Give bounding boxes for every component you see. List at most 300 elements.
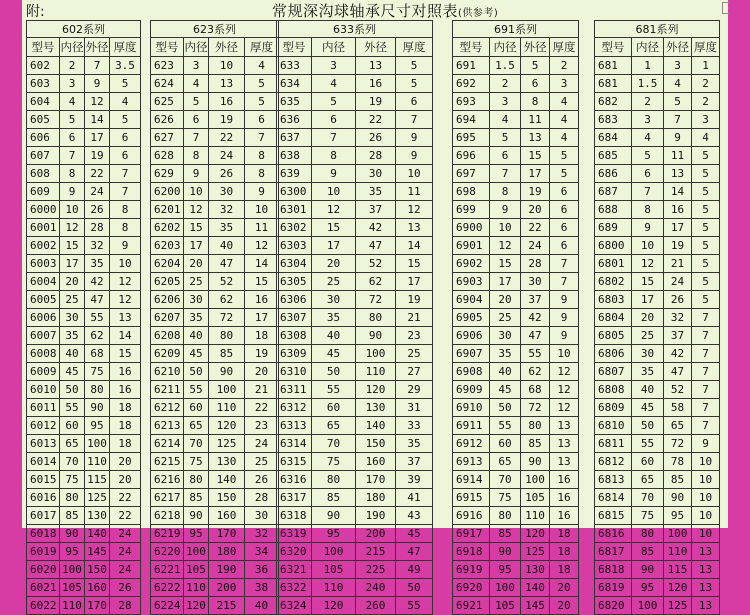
table-cell[interactable]: 6305 bbox=[277, 273, 312, 291]
table-cell[interactable]: 120 bbox=[312, 597, 356, 615]
table-cell[interactable]: 33 bbox=[396, 417, 433, 435]
table-cell[interactable]: 12 bbox=[110, 273, 141, 291]
table-cell[interactable]: 90 bbox=[664, 489, 692, 507]
table-cell[interactable]: 37 bbox=[521, 291, 550, 309]
table-cell[interactable]: 140 bbox=[356, 417, 396, 435]
table-cell[interactable]: 30 bbox=[184, 291, 209, 309]
table-cell[interactable]: 13 bbox=[356, 57, 396, 75]
table-cell[interactable]: 26 bbox=[209, 165, 245, 183]
table-cell[interactable]: 695 bbox=[453, 129, 490, 147]
table-cell[interactable]: 5 bbox=[692, 183, 720, 201]
table-cell[interactable]: 12 bbox=[632, 255, 664, 273]
table-cell[interactable]: 5 bbox=[550, 165, 579, 183]
table-cell[interactable]: 18 bbox=[110, 399, 141, 417]
table-cell[interactable]: 6006 bbox=[27, 309, 60, 327]
table-cell[interactable]: 80 bbox=[312, 471, 356, 489]
table-cell[interactable]: 12 bbox=[85, 93, 110, 111]
table-cell[interactable]: 6 bbox=[396, 93, 433, 111]
table-cell[interactable]: 22 bbox=[521, 219, 550, 237]
table-cell[interactable]: 6011 bbox=[27, 399, 60, 417]
table-cell[interactable]: 70 bbox=[312, 435, 356, 453]
table-cell[interactable]: 8 bbox=[521, 93, 550, 111]
table-cell[interactable]: 6220 bbox=[151, 543, 184, 561]
table-cell[interactable]: 5 bbox=[490, 129, 521, 147]
table-cell[interactable]: 6 bbox=[60, 129, 85, 147]
table-cell[interactable]: 1.5 bbox=[632, 75, 664, 93]
table-cell[interactable]: 623 bbox=[151, 57, 184, 75]
table-cell[interactable]: 15 bbox=[184, 219, 209, 237]
table-cell[interactable]: 130 bbox=[356, 399, 396, 417]
table-cell[interactable]: 68 bbox=[521, 381, 550, 399]
table-cell[interactable]: 15 bbox=[490, 255, 521, 273]
table-cell[interactable]: 140 bbox=[85, 525, 110, 543]
table-cell[interactable]: 6315 bbox=[277, 453, 312, 471]
table-cell[interactable]: 6316 bbox=[277, 471, 312, 489]
table-cell[interactable]: 45 bbox=[632, 399, 664, 417]
table-cell[interactable]: 6206 bbox=[151, 291, 184, 309]
table-cell[interactable]: 16 bbox=[664, 201, 692, 219]
table-cell[interactable]: 90 bbox=[209, 363, 245, 381]
table-cell[interactable]: 4 bbox=[312, 75, 356, 93]
table-cell[interactable]: 6317 bbox=[277, 489, 312, 507]
table-cell[interactable]: 23 bbox=[245, 417, 279, 435]
table-cell[interactable]: 100 bbox=[632, 597, 664, 615]
table-cell[interactable]: 4 bbox=[60, 93, 85, 111]
table-cell[interactable]: 3 bbox=[60, 75, 85, 93]
table-cell[interactable]: 6808 bbox=[595, 381, 632, 399]
table-cell[interactable]: 37 bbox=[664, 327, 692, 345]
table-cell[interactable]: 12 bbox=[550, 399, 579, 417]
table-cell[interactable]: 105 bbox=[60, 579, 85, 597]
table-cell[interactable]: 37 bbox=[356, 201, 396, 219]
table-cell[interactable]: 30 bbox=[632, 345, 664, 363]
table-cell[interactable]: 28 bbox=[110, 597, 141, 615]
table-cell[interactable]: 7 bbox=[85, 57, 110, 75]
table-cell[interactable]: 47 bbox=[396, 543, 433, 561]
table-cell[interactable]: 35 bbox=[490, 345, 521, 363]
table-cell[interactable]: 2 bbox=[550, 57, 579, 75]
table-cell[interactable]: 6215 bbox=[151, 453, 184, 471]
table-cell[interactable]: 24 bbox=[110, 561, 141, 579]
table-cell[interactable]: 72 bbox=[356, 291, 396, 309]
table-cell[interactable]: 625 bbox=[151, 93, 184, 111]
table-cell[interactable]: 10 bbox=[632, 237, 664, 255]
table-cell[interactable]: 5 bbox=[245, 93, 279, 111]
table-cell[interactable]: 4 bbox=[550, 93, 579, 111]
table-cell[interactable]: 6311 bbox=[277, 381, 312, 399]
table-cell[interactable]: 24 bbox=[85, 183, 110, 201]
table-cell[interactable]: 16 bbox=[550, 507, 579, 525]
table-cell[interactable]: 6200 bbox=[151, 183, 184, 201]
table-cell[interactable]: 6918 bbox=[453, 543, 490, 561]
table-cell[interactable]: 20 bbox=[490, 291, 521, 309]
table-cell[interactable]: 85 bbox=[632, 543, 664, 561]
table-cell[interactable]: 35 bbox=[396, 435, 433, 453]
table-cell[interactable]: 25 bbox=[490, 309, 521, 327]
table-cell[interactable]: 14 bbox=[245, 255, 279, 273]
table-cell[interactable]: 6308 bbox=[277, 327, 312, 345]
table-cell[interactable]: 6014 bbox=[27, 453, 60, 471]
table-cell[interactable]: 55 bbox=[521, 345, 550, 363]
table-cell[interactable]: 698 bbox=[453, 183, 490, 201]
table-cell[interactable]: 6920 bbox=[453, 579, 490, 597]
table-cell[interactable]: 70 bbox=[60, 453, 85, 471]
table-cell[interactable]: 100 bbox=[85, 435, 110, 453]
table-cell[interactable]: 6 bbox=[184, 111, 209, 129]
table-cell[interactable]: 626 bbox=[151, 111, 184, 129]
table-cell[interactable]: 636 bbox=[277, 111, 312, 129]
table-cell[interactable]: 130 bbox=[85, 507, 110, 525]
table-cell[interactable]: 85 bbox=[664, 471, 692, 489]
table-cell[interactable]: 9 bbox=[396, 129, 433, 147]
table-cell[interactable]: 5 bbox=[184, 93, 209, 111]
table-cell[interactable]: 6817 bbox=[595, 543, 632, 561]
table-cell[interactable]: 40 bbox=[632, 381, 664, 399]
table-cell[interactable]: 10 bbox=[692, 507, 720, 525]
table-cell[interactable]: 215 bbox=[209, 597, 245, 615]
table-cell[interactable]: 13 bbox=[209, 75, 245, 93]
table-cell[interactable]: 65 bbox=[60, 435, 85, 453]
table-cell[interactable]: 47 bbox=[209, 255, 245, 273]
table-cell[interactable]: 25 bbox=[60, 291, 85, 309]
table-cell[interactable]: 682 bbox=[595, 93, 632, 111]
table-cell[interactable]: 90 bbox=[184, 507, 209, 525]
table-cell[interactable]: 24 bbox=[110, 543, 141, 561]
table-cell[interactable]: 6314 bbox=[277, 435, 312, 453]
table-cell[interactable]: 125 bbox=[521, 543, 550, 561]
table-cell[interactable]: 50 bbox=[490, 399, 521, 417]
table-cell[interactable]: 6804 bbox=[595, 309, 632, 327]
table-cell[interactable]: 17 bbox=[312, 237, 356, 255]
table-cell[interactable]: 35 bbox=[85, 255, 110, 273]
table-cell[interactable]: 38 bbox=[245, 579, 279, 597]
table-cell[interactable]: 6201 bbox=[151, 201, 184, 219]
table-cell[interactable]: 13 bbox=[692, 561, 720, 579]
table-cell[interactable]: 20 bbox=[184, 255, 209, 273]
table-cell[interactable]: 15 bbox=[245, 273, 279, 291]
table-cell[interactable]: 65 bbox=[184, 417, 209, 435]
table-cell[interactable]: 180 bbox=[356, 489, 396, 507]
table-cell[interactable]: 6809 bbox=[595, 399, 632, 417]
table-cell[interactable]: 110 bbox=[60, 597, 85, 615]
table-cell[interactable]: 6001 bbox=[27, 219, 60, 237]
table-cell[interactable]: 105 bbox=[184, 561, 209, 579]
table-cell[interactable]: 2 bbox=[60, 57, 85, 75]
table-cell[interactable]: 68 bbox=[85, 345, 110, 363]
table-cell[interactable]: 85 bbox=[60, 507, 85, 525]
table-cell[interactable]: 19 bbox=[356, 93, 396, 111]
table-cell[interactable]: 6319 bbox=[277, 525, 312, 543]
table-cell[interactable]: 6203 bbox=[151, 237, 184, 255]
table-cell[interactable]: 31 bbox=[396, 399, 433, 417]
table-cell[interactable]: 6303 bbox=[277, 237, 312, 255]
table-cell[interactable]: 17 bbox=[521, 165, 550, 183]
table-cell[interactable]: 150 bbox=[356, 435, 396, 453]
table-cell[interactable]: 628 bbox=[151, 147, 184, 165]
table-cell[interactable]: 22 bbox=[110, 507, 141, 525]
table-cell[interactable]: 6019 bbox=[27, 543, 60, 561]
table-cell[interactable]: 13 bbox=[664, 165, 692, 183]
table-cell[interactable]: 6901 bbox=[453, 237, 490, 255]
table-cell[interactable]: 130 bbox=[521, 561, 550, 579]
table-cell[interactable]: 12 bbox=[60, 219, 85, 237]
table-cell[interactable]: 5 bbox=[110, 111, 141, 129]
table-cell[interactable]: 8 bbox=[245, 147, 279, 165]
table-cell[interactable]: 694 bbox=[453, 111, 490, 129]
table-cell[interactable]: 65 bbox=[312, 417, 356, 435]
table-cell[interactable]: 20 bbox=[550, 597, 579, 615]
table-cell[interactable]: 120 bbox=[664, 579, 692, 597]
table-cell[interactable]: 689 bbox=[595, 219, 632, 237]
table-cell[interactable]: 55 bbox=[396, 597, 433, 615]
table-cell[interactable]: 9 bbox=[184, 165, 209, 183]
table-cell[interactable]: 6300 bbox=[277, 183, 312, 201]
table-cell[interactable]: 8 bbox=[245, 165, 279, 183]
table-cell[interactable]: 150 bbox=[209, 489, 245, 507]
table-cell[interactable]: 6919 bbox=[453, 561, 490, 579]
table-cell[interactable]: 130 bbox=[209, 453, 245, 471]
table-cell[interactable]: 6903 bbox=[453, 273, 490, 291]
table-cell[interactable]: 6 bbox=[110, 147, 141, 165]
table-cell[interactable]: 16 bbox=[550, 471, 579, 489]
table-cell[interactable]: 75 bbox=[312, 453, 356, 471]
table-cell[interactable]: 85 bbox=[184, 489, 209, 507]
table-cell[interactable]: 22 bbox=[85, 165, 110, 183]
table-cell[interactable]: 52 bbox=[356, 255, 396, 273]
table-cell[interactable]: 639 bbox=[277, 165, 312, 183]
table-cell[interactable]: 20 bbox=[60, 273, 85, 291]
table-cell[interactable]: 95 bbox=[184, 525, 209, 543]
table-cell[interactable]: 26 bbox=[356, 129, 396, 147]
table-cell[interactable]: 95 bbox=[312, 525, 356, 543]
table-cell[interactable]: 10 bbox=[692, 525, 720, 543]
table-cell[interactable]: 6221 bbox=[151, 561, 184, 579]
table-cell[interactable]: 95 bbox=[85, 417, 110, 435]
table-cell[interactable]: 6 bbox=[110, 129, 141, 147]
table-cell[interactable]: 18 bbox=[245, 327, 279, 345]
table-cell[interactable]: 30 bbox=[312, 291, 356, 309]
table-cell[interactable]: 681 bbox=[595, 75, 632, 93]
table-cell[interactable]: 40 bbox=[60, 345, 85, 363]
table-cell[interactable]: 95 bbox=[60, 543, 85, 561]
table-cell[interactable]: 6 bbox=[245, 111, 279, 129]
table-cell[interactable]: 5 bbox=[521, 57, 550, 75]
table-cell[interactable]: 140 bbox=[209, 471, 245, 489]
table-cell[interactable]: 100 bbox=[490, 579, 521, 597]
table-cell[interactable]: 6000 bbox=[27, 201, 60, 219]
table-cell[interactable]: 90 bbox=[521, 453, 550, 471]
table-cell[interactable]: 17 bbox=[60, 255, 85, 273]
table-cell[interactable]: 5 bbox=[60, 111, 85, 129]
table-cell[interactable]: 28 bbox=[521, 255, 550, 273]
table-cell[interactable]: 6007 bbox=[27, 327, 60, 345]
table-cell[interactable]: 35 bbox=[356, 183, 396, 201]
table-cell[interactable]: 140 bbox=[521, 579, 550, 597]
table-cell[interactable]: 7 bbox=[632, 183, 664, 201]
table-cell[interactable]: 75 bbox=[60, 471, 85, 489]
table-cell[interactable]: 7 bbox=[184, 129, 209, 147]
table-cell[interactable]: 12 bbox=[184, 201, 209, 219]
table-cell[interactable]: 6022 bbox=[27, 597, 60, 615]
table-cell[interactable]: 607 bbox=[27, 147, 60, 165]
table-cell[interactable]: 5 bbox=[692, 237, 720, 255]
table-cell[interactable]: 6921 bbox=[453, 597, 490, 615]
table-cell[interactable]: 47 bbox=[356, 237, 396, 255]
table-cell[interactable]: 5 bbox=[396, 75, 433, 93]
table-cell[interactable]: 6207 bbox=[151, 309, 184, 327]
table-cell[interactable]: 120 bbox=[356, 381, 396, 399]
table-cell[interactable]: 52 bbox=[664, 381, 692, 399]
table-cell[interactable]: 6320 bbox=[277, 543, 312, 561]
table-cell[interactable]: 23 bbox=[396, 327, 433, 345]
table-cell[interactable]: 9 bbox=[664, 129, 692, 147]
table-cell[interactable]: 170 bbox=[209, 525, 245, 543]
table-cell[interactable]: 6312 bbox=[277, 399, 312, 417]
table-cell[interactable]: 6807 bbox=[595, 363, 632, 381]
table-cell[interactable]: 686 bbox=[595, 165, 632, 183]
table-cell[interactable]: 635 bbox=[277, 93, 312, 111]
table-cell[interactable]: 65 bbox=[490, 453, 521, 471]
table-cell[interactable]: 13 bbox=[396, 219, 433, 237]
table-cell[interactable]: 110 bbox=[209, 399, 245, 417]
table-cell[interactable]: 6213 bbox=[151, 417, 184, 435]
table-cell[interactable]: 7 bbox=[692, 327, 720, 345]
table-cell[interactable]: 12 bbox=[312, 201, 356, 219]
table-cell[interactable]: 42 bbox=[356, 219, 396, 237]
table-cell[interactable]: 1 bbox=[632, 57, 664, 75]
table-cell[interactable]: 10 bbox=[692, 471, 720, 489]
table-cell[interactable]: 160 bbox=[356, 453, 396, 471]
table-cell[interactable]: 6 bbox=[632, 165, 664, 183]
table-cell[interactable]: 26 bbox=[110, 579, 141, 597]
table-cell[interactable]: 24 bbox=[245, 435, 279, 453]
table-cell[interactable]: 13 bbox=[692, 579, 720, 597]
table-cell[interactable]: 25 bbox=[245, 453, 279, 471]
table-cell[interactable]: 9 bbox=[60, 183, 85, 201]
table-cell[interactable]: 605 bbox=[27, 111, 60, 129]
table-cell[interactable]: 7 bbox=[664, 111, 692, 129]
table-cell[interactable]: 80 bbox=[85, 381, 110, 399]
table-cell[interactable]: 110 bbox=[356, 363, 396, 381]
table-cell[interactable]: 62 bbox=[209, 291, 245, 309]
table-cell[interactable]: 45 bbox=[396, 525, 433, 543]
table-cell[interactable]: 624 bbox=[151, 75, 184, 93]
table-cell[interactable]: 90 bbox=[490, 543, 521, 561]
table-cell[interactable]: 42 bbox=[85, 273, 110, 291]
table-cell[interactable]: 25 bbox=[632, 327, 664, 345]
table-cell[interactable]: 6805 bbox=[595, 327, 632, 345]
table-cell[interactable]: 604 bbox=[27, 93, 60, 111]
table-cell[interactable]: 20 bbox=[245, 363, 279, 381]
table-cell[interactable]: 75 bbox=[85, 363, 110, 381]
table-cell[interactable]: 6218 bbox=[151, 507, 184, 525]
table-cell[interactable]: 9 bbox=[85, 75, 110, 93]
table-cell[interactable]: 6318 bbox=[277, 507, 312, 525]
table-cell[interactable]: 608 bbox=[27, 165, 60, 183]
table-cell[interactable]: 110 bbox=[521, 507, 550, 525]
table-cell[interactable]: 6307 bbox=[277, 309, 312, 327]
table-cell[interactable]: 5 bbox=[692, 291, 720, 309]
table-cell[interactable]: 5 bbox=[692, 147, 720, 165]
table-cell[interactable]: 10 bbox=[184, 183, 209, 201]
table-cell[interactable]: 190 bbox=[209, 561, 245, 579]
table-cell[interactable]: 21 bbox=[396, 309, 433, 327]
table-cell[interactable]: 7 bbox=[60, 147, 85, 165]
table-cell[interactable]: 6913 bbox=[453, 453, 490, 471]
table-cell[interactable]: 13 bbox=[521, 129, 550, 147]
table-cell[interactable]: 72 bbox=[521, 399, 550, 417]
table-cell[interactable]: 5 bbox=[692, 165, 720, 183]
table-cell[interactable]: 90 bbox=[312, 507, 356, 525]
table-cell[interactable]: 20 bbox=[312, 255, 356, 273]
table-cell[interactable]: 22 bbox=[110, 489, 141, 507]
table-cell[interactable]: 45 bbox=[312, 345, 356, 363]
table-cell[interactable]: 30 bbox=[60, 309, 85, 327]
table-cell[interactable]: 9 bbox=[632, 219, 664, 237]
table-cell[interactable]: 6912 bbox=[453, 435, 490, 453]
table-cell[interactable]: 8 bbox=[490, 183, 521, 201]
table-cell[interactable]: 6906 bbox=[453, 327, 490, 345]
table-cell[interactable]: 16 bbox=[110, 381, 141, 399]
table-cell[interactable]: 40 bbox=[245, 597, 279, 615]
table-cell[interactable]: 5 bbox=[110, 75, 141, 93]
table-cell[interactable]: 85 bbox=[490, 525, 521, 543]
table-cell[interactable]: 21 bbox=[664, 255, 692, 273]
table-cell[interactable]: 4 bbox=[692, 129, 720, 147]
table-cell[interactable]: 6818 bbox=[595, 561, 632, 579]
table-cell[interactable]: 14 bbox=[85, 111, 110, 129]
table-cell[interactable]: 35 bbox=[60, 327, 85, 345]
table-cell[interactable]: 9 bbox=[692, 435, 720, 453]
table-cell[interactable]: 125 bbox=[209, 435, 245, 453]
table-cell[interactable]: 42 bbox=[521, 309, 550, 327]
table-cell[interactable]: 6313 bbox=[277, 417, 312, 435]
table-cell[interactable]: 17 bbox=[632, 291, 664, 309]
table-cell[interactable]: 16 bbox=[245, 291, 279, 309]
table-cell[interactable]: 25 bbox=[396, 345, 433, 363]
table-cell[interactable]: 240 bbox=[356, 579, 396, 597]
table-cell[interactable]: 80 bbox=[356, 309, 396, 327]
table-cell[interactable]: 26 bbox=[245, 471, 279, 489]
table-cell[interactable]: 3 bbox=[490, 93, 521, 111]
table-cell[interactable]: 6005 bbox=[27, 291, 60, 309]
table-cell[interactable]: 629 bbox=[151, 165, 184, 183]
table-cell[interactable]: 55 bbox=[60, 399, 85, 417]
table-cell[interactable]: 125 bbox=[664, 597, 692, 615]
table-cell[interactable]: 35 bbox=[632, 363, 664, 381]
table-cell[interactable]: 22 bbox=[245, 399, 279, 417]
table-cell[interactable]: 14 bbox=[664, 183, 692, 201]
table-cell[interactable]: 50 bbox=[632, 417, 664, 435]
table-cell[interactable]: 6814 bbox=[595, 489, 632, 507]
table-cell[interactable]: 32 bbox=[245, 525, 279, 543]
table-cell[interactable]: 20 bbox=[632, 309, 664, 327]
table-cell[interactable]: 55 bbox=[85, 309, 110, 327]
table-cell[interactable]: 11 bbox=[245, 219, 279, 237]
table-cell[interactable]: 145 bbox=[85, 543, 110, 561]
table-cell[interactable]: 62 bbox=[356, 273, 396, 291]
table-cell[interactable]: 40 bbox=[184, 327, 209, 345]
table-cell[interactable]: 13 bbox=[692, 597, 720, 615]
table-cell[interactable]: 47 bbox=[85, 291, 110, 309]
table-cell[interactable]: 160 bbox=[85, 579, 110, 597]
table-cell[interactable]: 692 bbox=[453, 75, 490, 93]
table-cell[interactable]: 55 bbox=[490, 417, 521, 435]
table-cell[interactable]: 6021 bbox=[27, 579, 60, 597]
table-cell[interactable]: 41 bbox=[396, 489, 433, 507]
table-cell[interactable]: 95 bbox=[664, 507, 692, 525]
table-cell[interactable]: 8 bbox=[632, 201, 664, 219]
